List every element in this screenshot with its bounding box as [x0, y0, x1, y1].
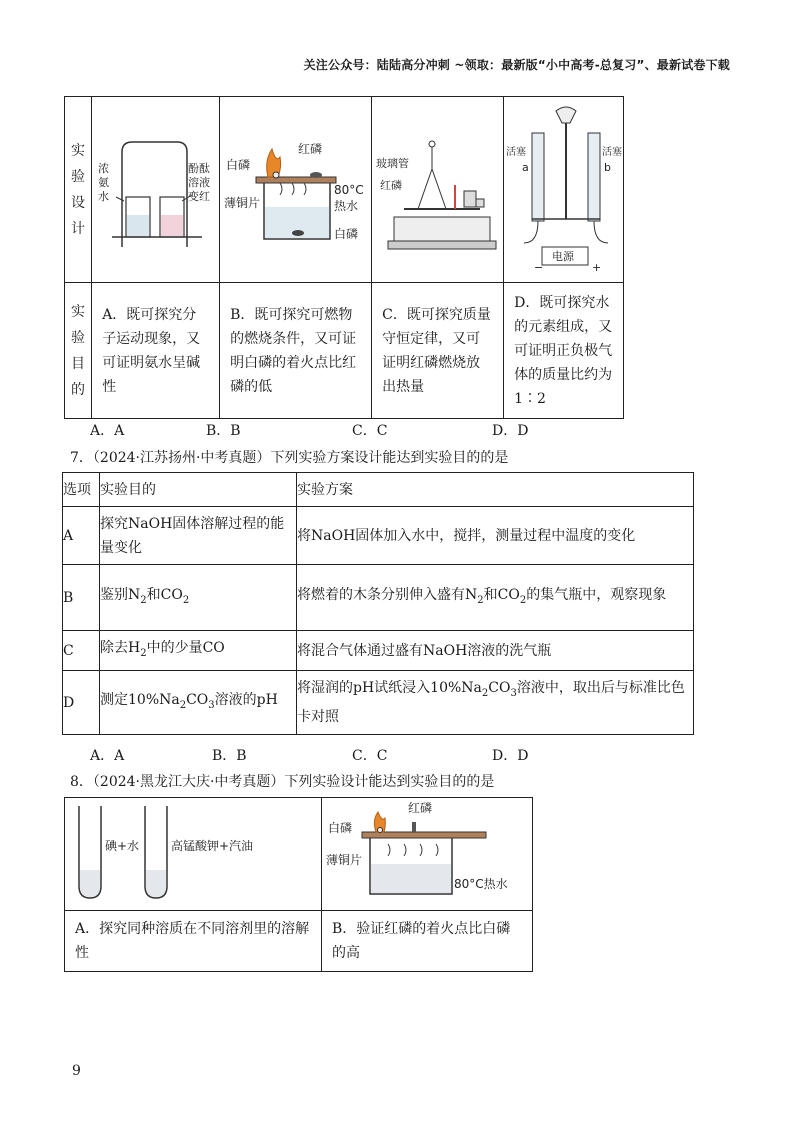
q7-row-a-goal: 探究NaOH固体溶解过程的能量变化	[100, 507, 297, 565]
svg-text:电源: 电源	[552, 250, 575, 263]
q7-row-b-plan: 将燃着的木条分别伸入盛有$N_2$和$CO_2$的集气瓶中，观察现象	[297, 565, 694, 631]
q6-row-label-design: 实 验 设 计	[65, 97, 92, 283]
q7-row-a-option: A	[63, 507, 100, 565]
q7-choice-c[interactable]: C．C	[352, 748, 388, 764]
q7-choice-d[interactable]: D．D	[492, 748, 529, 764]
q6-purpose-b: B．既可探究可燃物的燃烧条件，又可证明白磷的着火点比红磷的低	[220, 283, 372, 419]
svg-text:80°C: 80°C	[334, 183, 364, 197]
q7-row-a-plan: 将NaOH固体加入水中，搅拌，测量过程中温度的变化	[297, 507, 694, 565]
q8-option-b: B．验证红磷的着火点比白磷的高	[322, 911, 533, 972]
q7-choices	[90, 745, 590, 765]
svg-text:薄铜片: 薄铜片	[326, 853, 363, 867]
svg-text:玻璃管: 玻璃管	[376, 157, 410, 170]
q6-table	[64, 96, 624, 419]
svg-text:−: −	[534, 261, 544, 274]
q7-row-c-plan: 将混合气体通过盛有NaOH溶液的洗气瓶	[297, 631, 694, 671]
q8-stem: 8．（2024·黑龙江大庆·中考真题）下列实验设计能达到实验目的的是	[70, 774, 495, 790]
q8-table	[64, 797, 533, 972]
svg-text:酚酞 溶液: 酚酞 溶液 变红	[188, 162, 211, 203]
q6-choice-c[interactable]: C．C	[352, 423, 388, 439]
svg-text:白磷: 白磷	[334, 227, 359, 241]
svg-text:+: +	[592, 261, 602, 274]
q7-table	[62, 472, 694, 735]
q7-stem: 7．（2024·江苏扬州·中考真题）下列实验方案设计能达到实验目的的是	[70, 450, 509, 466]
q6-fig-a	[92, 97, 220, 283]
q6-fig-b	[220, 97, 372, 283]
q6-choice-d[interactable]: D．D	[492, 423, 529, 439]
q7-row-c-option: C	[63, 631, 100, 671]
q7-row-b-goal: 鉴别$N_2$和$CO_2$	[100, 565, 297, 631]
q8-option-a: A．探究同种溶质在不同溶剂里的溶解性	[65, 911, 322, 972]
svg-text:碘+水: 碘+水	[105, 839, 140, 853]
svg-text:高锰酸钾+汽油: 高锰酸钾+汽油	[171, 839, 254, 853]
svg-text:白磷: 白磷	[328, 821, 353, 835]
svg-text:红磷: 红磷	[408, 801, 433, 815]
q6-fig-d	[504, 97, 624, 283]
q7-choice-b[interactable]: B．B	[212, 748, 247, 764]
svg-text:热水: 热水	[334, 199, 359, 213]
q6-choices	[90, 420, 590, 440]
page-number: 9	[72, 1063, 81, 1079]
svg-text:白磷: 白磷	[226, 158, 251, 172]
q8-fig-a	[65, 798, 322, 911]
q7-header-plan: 实验方案	[297, 473, 694, 507]
svg-text:红磷: 红磷	[298, 142, 323, 156]
q6-fig-c	[372, 97, 504, 283]
svg-text:a: a	[522, 161, 529, 174]
q7-header-option: 选项	[63, 473, 100, 507]
q7-choice-a[interactable]: A．A	[90, 748, 125, 764]
header-note: 关注公众号：陆陆高分冲刺 ~领取：最新版“小中高考-总复习”、最新试卷下载	[303, 58, 730, 72]
svg-text:薄铜片: 薄铜片	[224, 196, 261, 210]
svg-text:b: b	[604, 161, 612, 174]
q8-fig-b	[322, 798, 533, 911]
q7-row-c-goal: 除去$H_2$中的少量CO	[100, 631, 297, 671]
svg-text:活塞: 活塞	[602, 147, 623, 158]
q6-choice-b[interactable]: B．B	[206, 423, 241, 439]
svg-text:活塞: 活塞	[506, 147, 527, 158]
q6-row-label-purpose: 实 验 目 的	[65, 283, 92, 419]
q7-row-d-plan: 将湿润的pH试纸浸入$10\%Na_2CO_3$溶液中，取出后与标准比色卡对照	[297, 671, 694, 735]
svg-text:红磷: 红磷	[380, 179, 403, 192]
q7-header-goal: 实验目的	[100, 473, 297, 507]
q6-choice-a[interactable]: A．A	[90, 423, 125, 439]
svg-text:80°C热水: 80°C热水	[454, 877, 508, 891]
q6-purpose-d: D．既可探究水的元素组成，又可证明正负极气体的质量比约为1∶2	[504, 283, 624, 419]
q6-purpose-c: C．既可探究质量守恒定律，又可证明红磷燃烧放出热量	[372, 283, 504, 419]
q7-row-b-option: B	[63, 565, 100, 631]
q6-purpose-a: A．既可探究分子运动现象，又可证明氨水呈碱性	[92, 283, 220, 419]
q7-row-d-goal: 测定$10\%Na_2CO_3$溶液的pH	[100, 671, 297, 735]
q7-row-d-option: D	[63, 671, 100, 735]
svg-text:浓 氨 水: 浓 氨 水	[98, 162, 110, 203]
